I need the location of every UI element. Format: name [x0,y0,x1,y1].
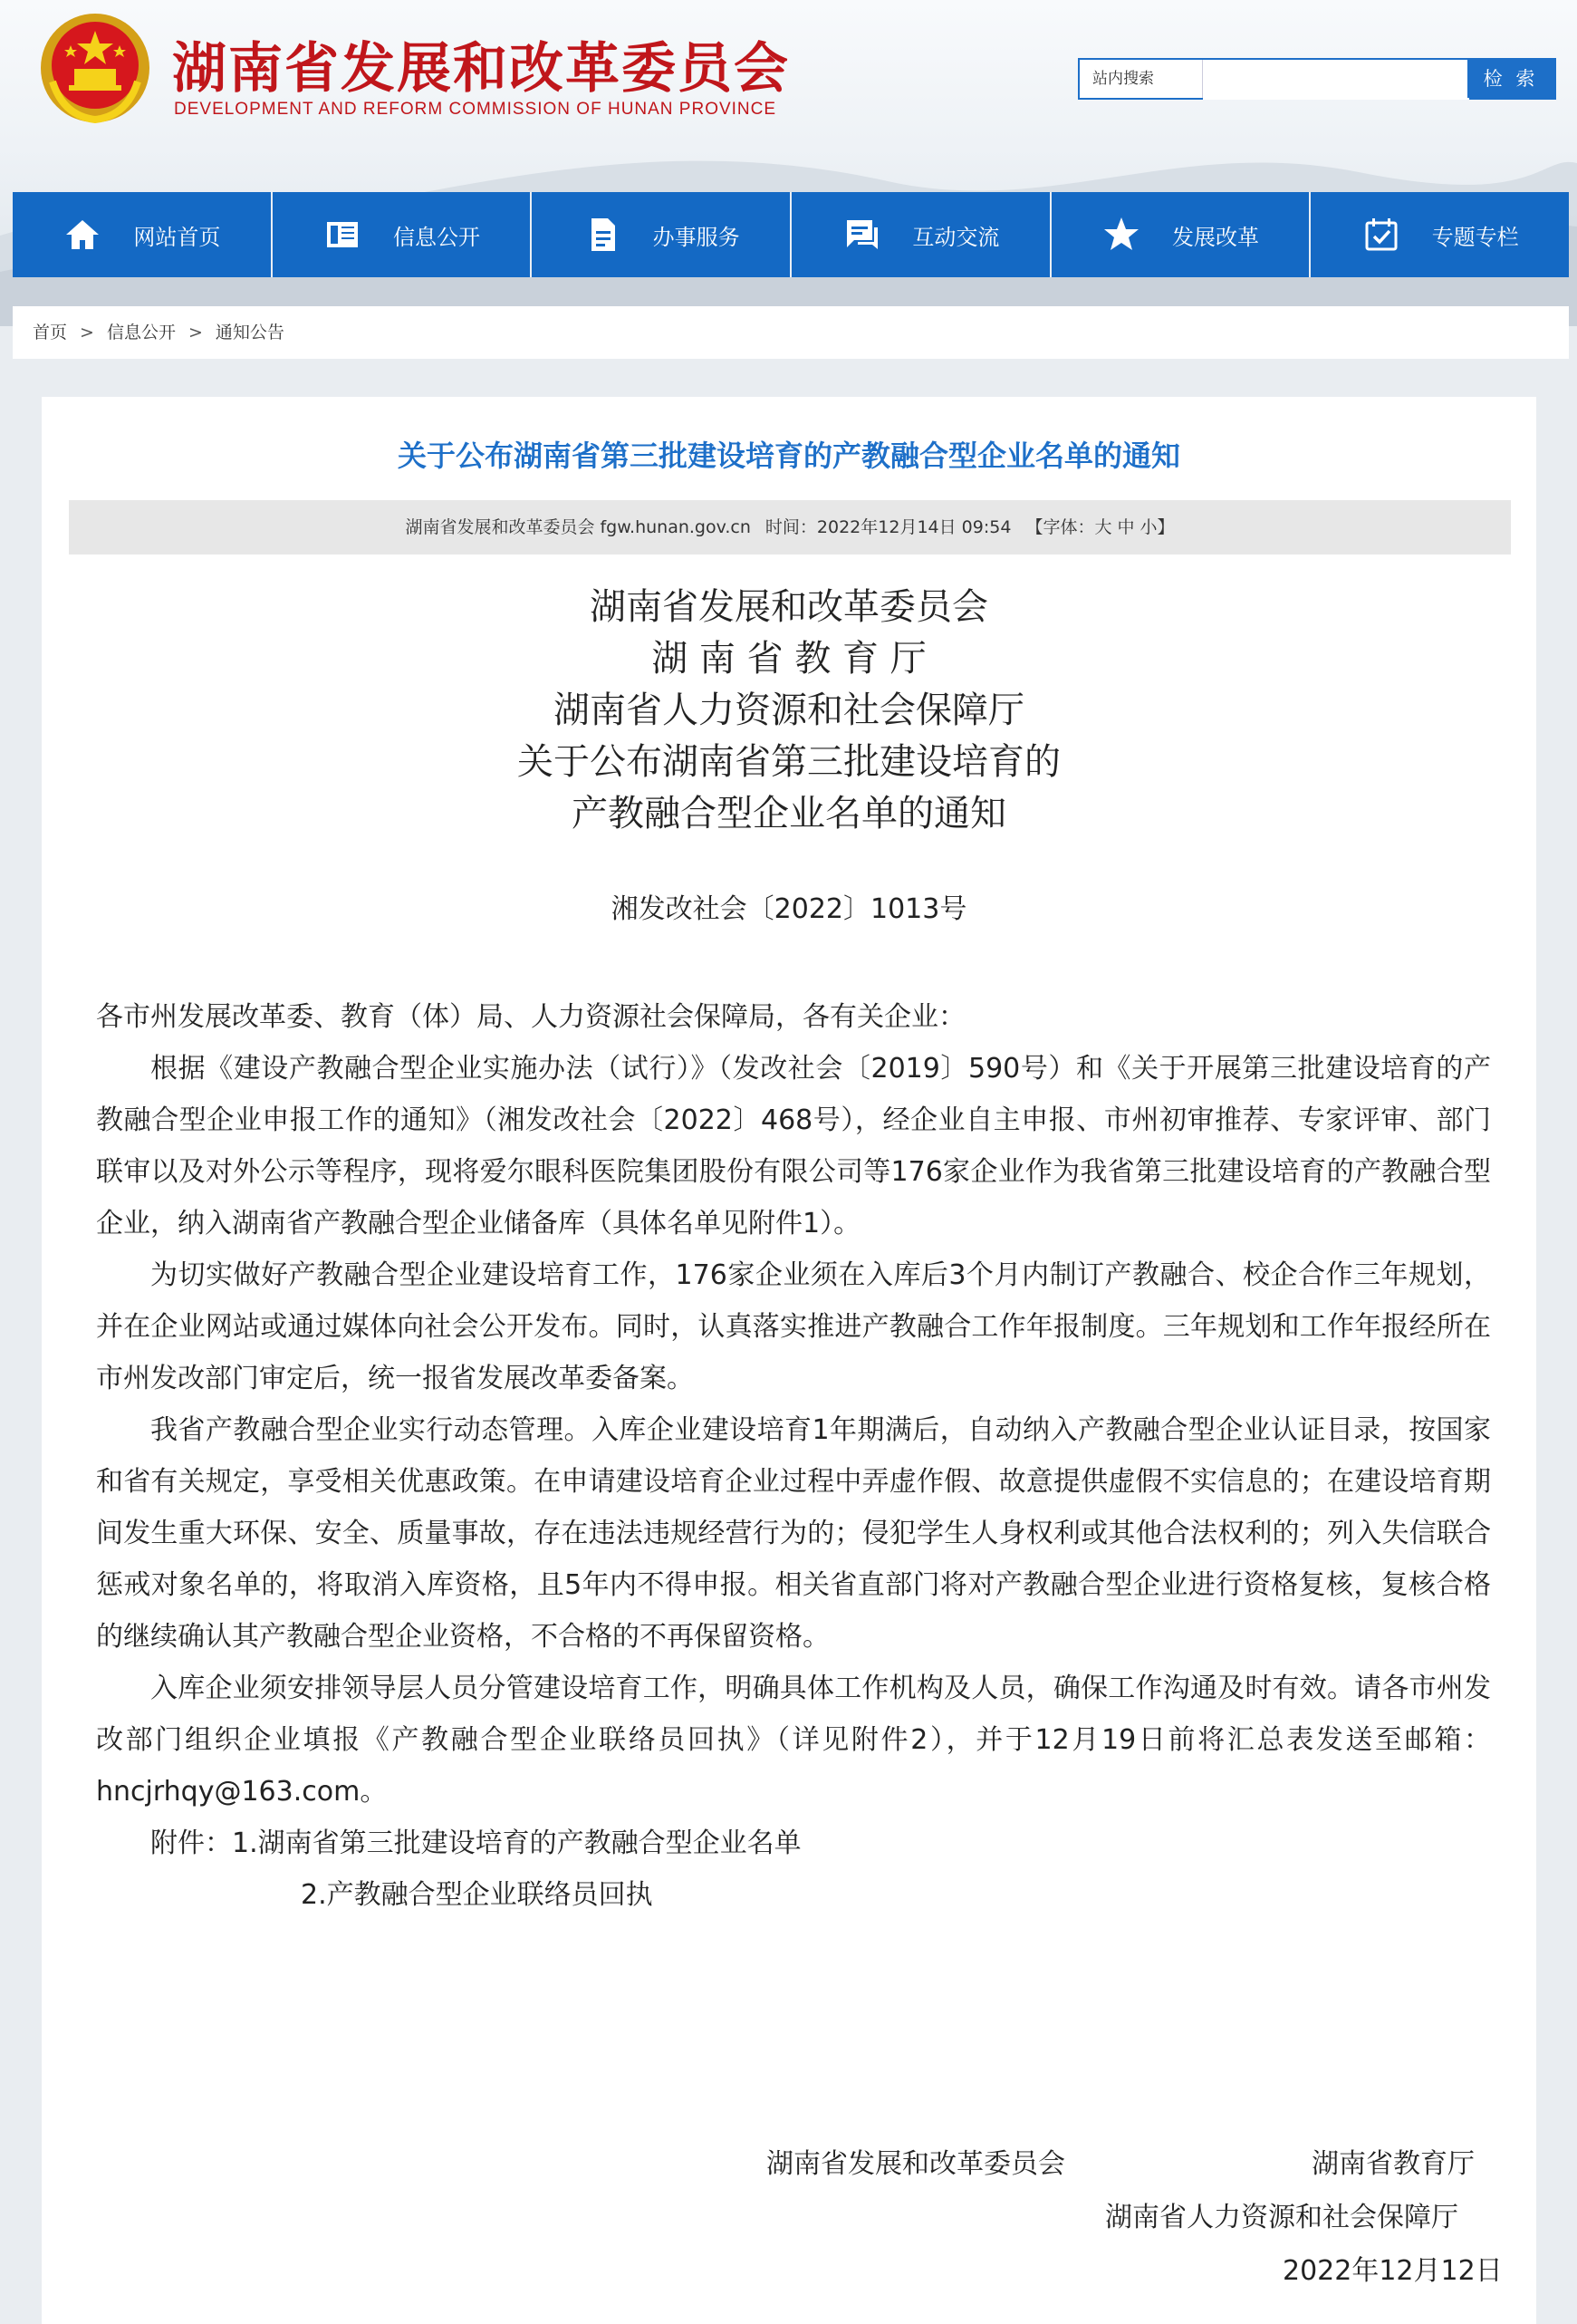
breadcrumb-separator: > [80,323,94,342]
nav-label: 专题专栏 [1431,224,1519,250]
signature-ndrc: 湖南省发展和改革委员会 [766,2148,1065,2180]
search-scope-label[interactable]: 站内搜索 [1080,60,1203,98]
search-input[interactable] [1203,60,1469,100]
calendar-check-icon [1361,215,1401,255]
nav-label: 网站首页 [133,224,221,250]
nav-label: 发展改革 [1172,224,1260,250]
heading-line: 产教融合型企业名单的通知 [572,793,1006,834]
site-title: 湖南省发展和改革委员会 [172,37,790,101]
book-icon [322,215,362,255]
home-icon [63,215,102,255]
main-nav [13,192,1569,277]
signature-date: 2022年12月12日 [1283,2255,1503,2287]
site-header [0,0,1577,326]
breadcrumb-notices[interactable]: 通知公告 [215,323,284,342]
document-heading [42,582,1536,840]
chat-icon [841,215,881,255]
font-size-control[interactable]: 【字体：大 中 小】 [1025,517,1175,537]
heading-line: 关于公布湖南省第三批建设培育的 [517,741,1061,783]
body-paragraph: 入库企业须安排领导层人员分管建设培育工作，明确具体工作机构及人员，确保工作沟通及时有效。请各市州发改部门组织企业填报《产教融合型企业联络员回执》（详见附件2），并于12月19日前将汇总表发送至邮箱：hncjrhqy@163.com。 [96,1673,1491,1808]
nav-item-info[interactable] [273,192,533,277]
heading-line: 湖南省人力资源和社会保障厅 [553,689,1024,731]
breadcrumb [13,306,1569,359]
meta-time: 时间：2022年12月14日 09:54 [764,517,1012,537]
search-bar [1078,58,1556,100]
body-paragraph: 根据《建设产教融合型企业实施办法（试行）》（发改社会〔2019〕590号）和《关于开展第三批建设培育的产教融合型企业申报工作的通知》（湘发改社会〔2022〕468号），经企业自主申报、市州初审推荐、专家评审、部门联审以及对外公示等程序，现将爱尔眼科医院集团股份有限公司等176家企业作为我省第三批建设培育的产教融合型企业，纳入湖南省产教融合型企业储备库（具体名单见附件1）。 [96,1053,1491,1239]
nav-item-topics[interactable] [1311,192,1569,277]
document-icon [582,215,622,255]
attachment-1: 附件：1.湖南省第三批建设培育的产教融合型企业名单 [150,1827,802,1859]
nav-item-interaction[interactable] [792,192,1052,277]
breadcrumb-home[interactable]: 首页 [33,323,68,342]
heading-line: 湖南省发展和改革委员会 [590,586,988,628]
salutation: 各市州发展改革委、教育（体）局、人力资源社会保障局，各有关企业： [96,1001,966,1033]
nav-label: 互动交流 [912,224,1000,250]
nav-item-home[interactable] [13,192,273,277]
meta-source: 湖南省发展和改革委员会 fgw.hunan.gov.cn [405,517,751,537]
breadcrumb-separator: > [188,323,203,342]
attachment-2: 2.产教融合型企业联络员回执 [301,1879,653,1911]
site-subtitle: DEVELOPMENT AND REFORM COMMISSION OF HUNAN PROVINCE [174,100,777,119]
body-paragraph: 为切实做好产教融合型企业建设培育工作，176家企业须在入库后3个月内制订产教融合、校企合作三年规划，并在企业网站或通过媒体向社会公开发布。同时，认真落实推进产教融合工作年报制度。三年规划和工作年报经所在市州发改部门审定后，统一报省发展改革委备案。 [96,1259,1491,1394]
nav-label: 办事服务 [652,224,740,250]
nav-label: 信息公开 [393,224,480,250]
signature-hrss: 湖南省人力资源和社会保障厅 [1105,2202,1458,2233]
star-icon [1101,215,1141,255]
article-meta [69,500,1511,554]
nav-item-reform[interactable] [1052,192,1312,277]
nav-item-services[interactable] [532,192,792,277]
document-number: 湘发改社会〔2022〕1013号 [611,893,967,925]
document-body [96,991,1491,1921]
body-paragraph: 我省产教融合型企业实行动态管理。入库企业建设培育1年期满后，自动纳入产教融合型企业认证目录，按国家和省有关规定，享受相关优惠政策。在申请建设培育企业过程中弄虚作假、故意提供虚假不实信息的；在建设培育期间发生重大环保、安全、质量事故，存在违法违规经营行为的；侵犯学生人身权利或其他合法权利的；列入失信联合惩戒对象名单的，将取消入库资格，且5年内不得申报。相关省直部门将对产教融合型企业进行资格复核，复核合格的继续确认其产教融合型企业资格，不合格的不再保留资格。 [96,1414,1491,1653]
national-emblem-icon [36,9,154,127]
signature-education: 湖南省教育厅 [1312,2148,1475,2180]
breadcrumb-info[interactable]: 信息公开 [106,323,176,342]
search-button[interactable]: 检 索 [1467,60,1554,98]
article-title: 关于公布湖南省第三批建设培育的产教融合型企业名单的通知 [397,439,1180,473]
heading-line: 湖 南 省 教 育 厅 [651,638,927,680]
article [42,397,1536,2324]
